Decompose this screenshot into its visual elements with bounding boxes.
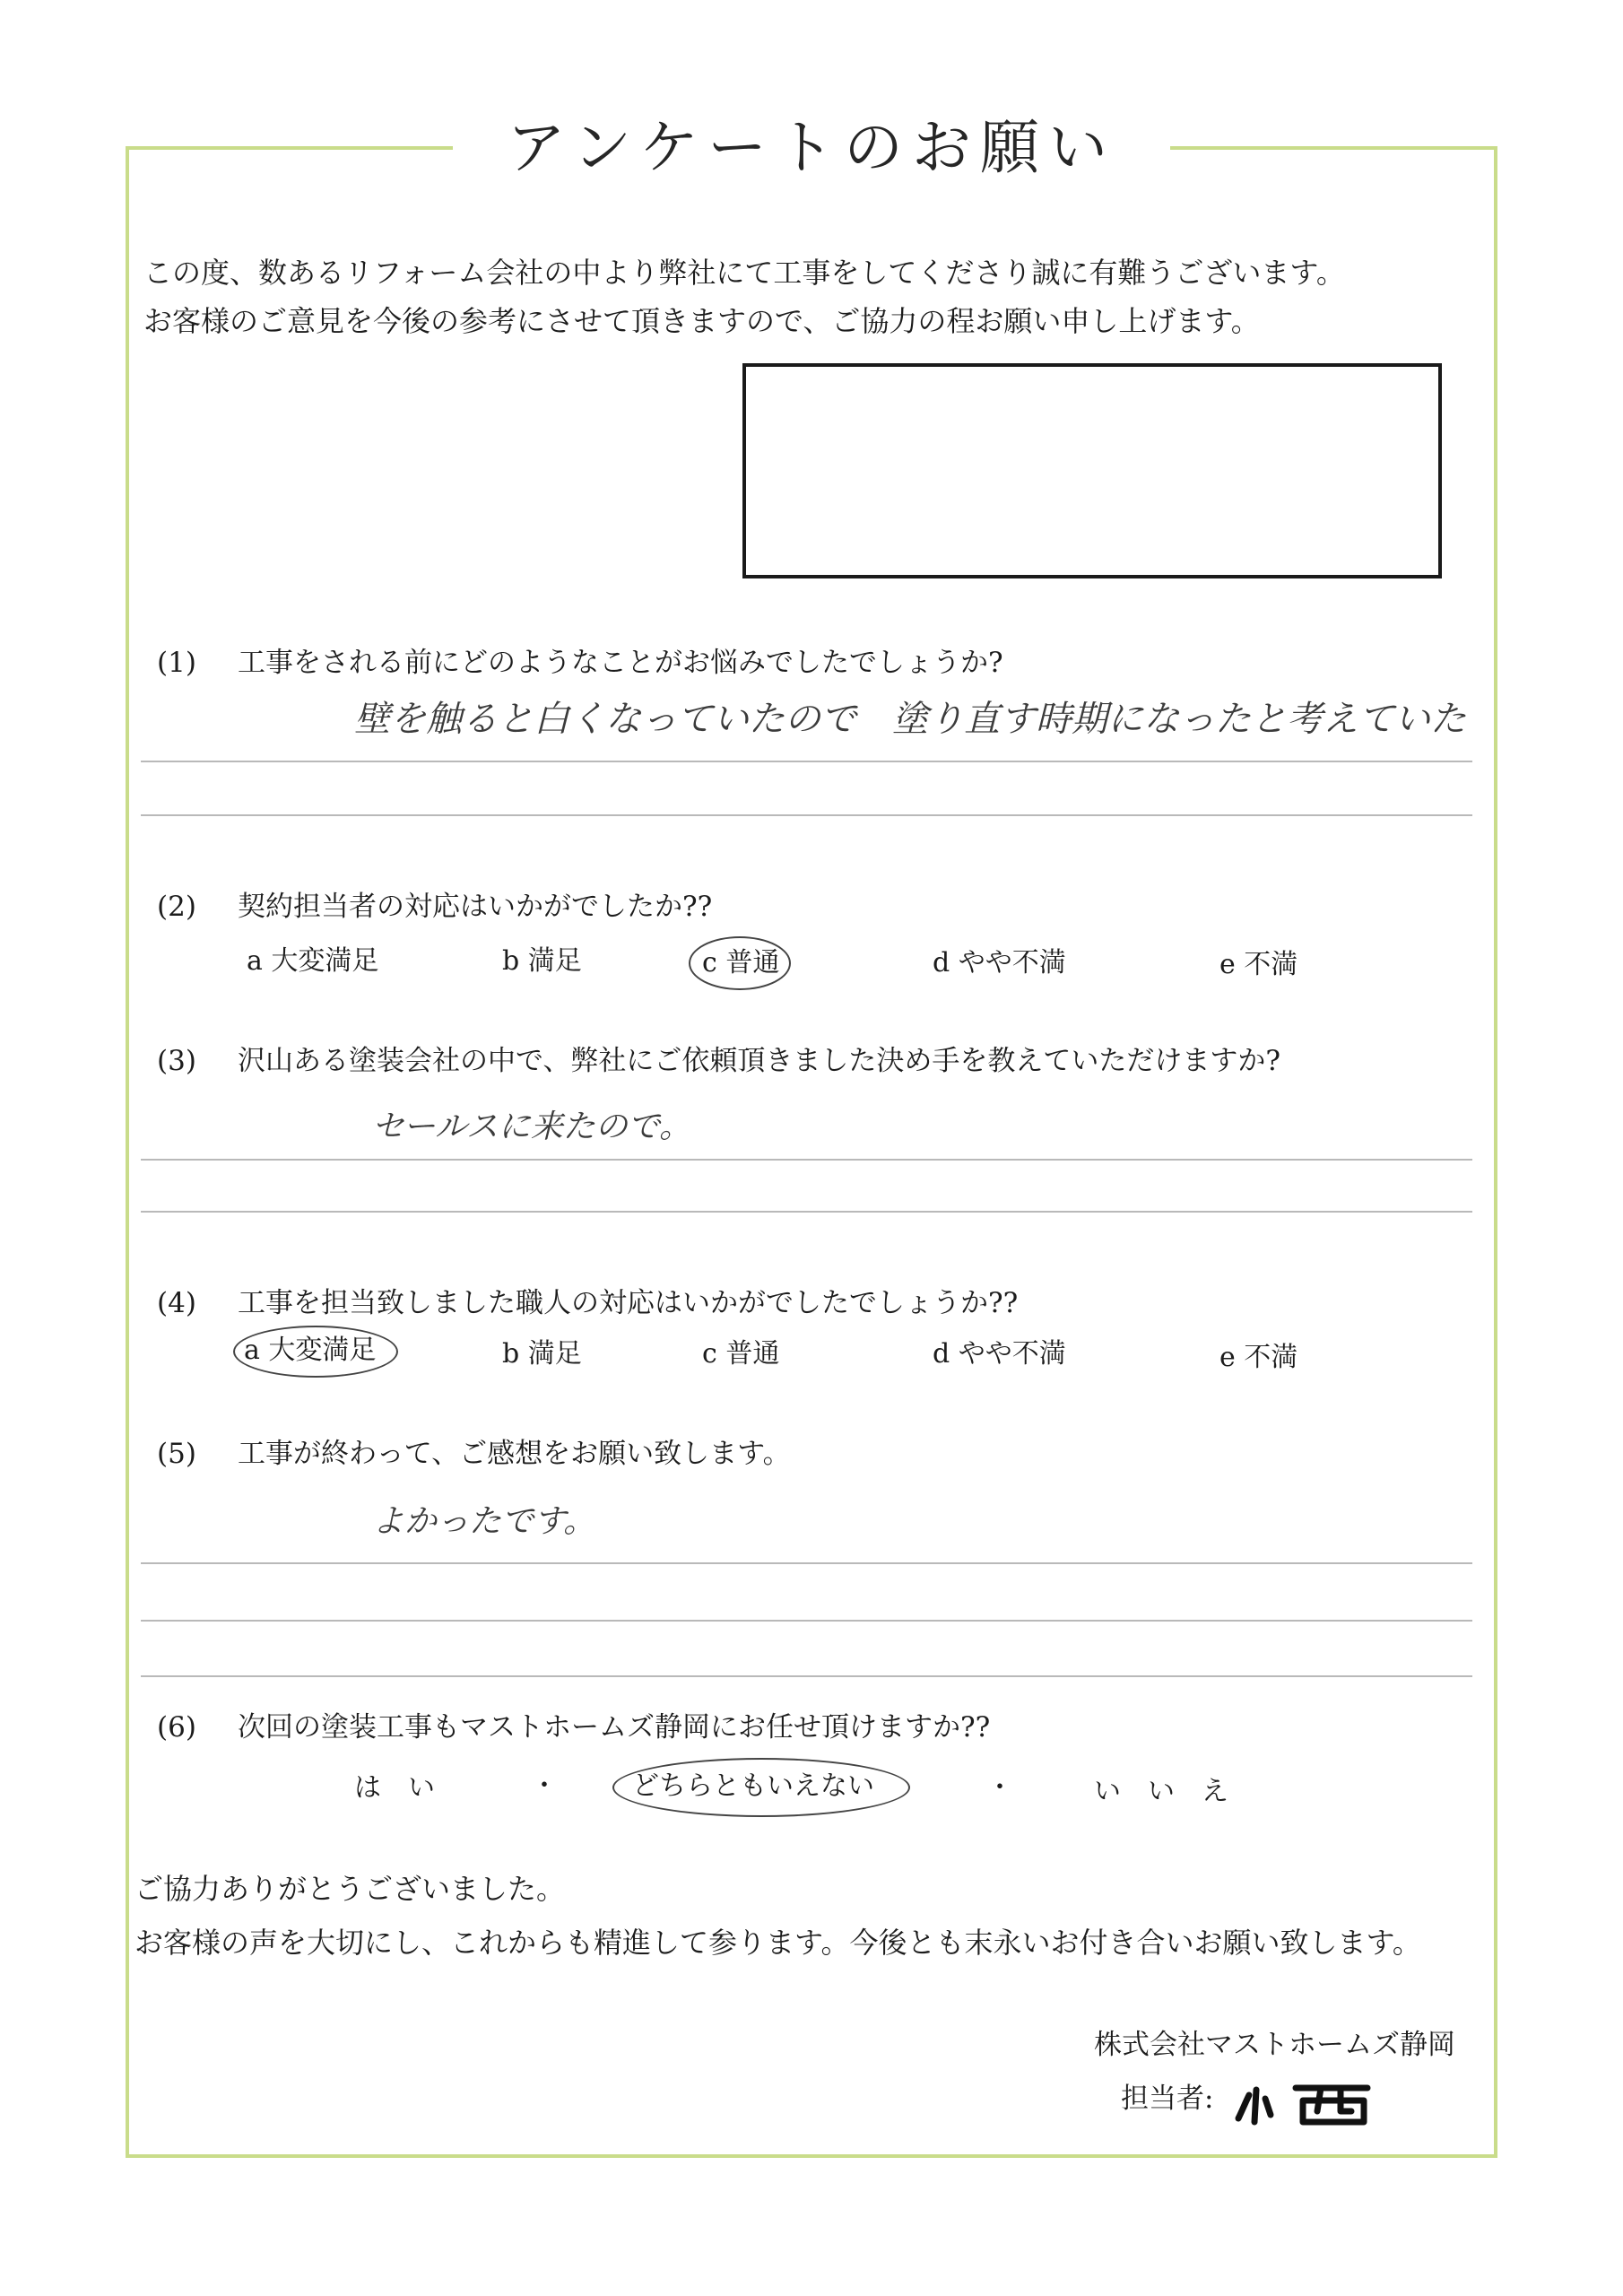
page-title: アンケートのお願い (506, 113, 1117, 182)
company-name: 株式会社マストホームズ静岡 (1094, 2029, 1455, 2061)
answer-line (141, 814, 1472, 816)
option-d: d やや不満 (933, 1338, 1066, 1370)
answer-line (141, 1620, 1472, 1622)
question-1 (157, 644, 1003, 682)
selection-circle (233, 1326, 398, 1378)
handwritten-answer-5: よかったです。 (372, 1503, 596, 1540)
staff-signature (1233, 2075, 1376, 2129)
question-text: 工事が終わって、ご感想をお願い致します。 (238, 1438, 791, 1470)
option-d: d やや不満 (933, 947, 1066, 978)
staff-label: 担当者: (1121, 2083, 1214, 2115)
customer-name-box (742, 363, 1442, 578)
answer-line (141, 1675, 1472, 1677)
option-b: b 満足 (502, 945, 582, 977)
question-2 (157, 888, 712, 926)
question-text: 沢山ある塗装会社の中で、弊社にご依頼頂きました決め手を教えていただけますか? (238, 1045, 1280, 1077)
option-b: b 満足 (502, 1338, 582, 1370)
answer-line (141, 1159, 1472, 1161)
question-4 (157, 1284, 1018, 1322)
question-number: (6) (157, 1711, 196, 1744)
option-e: e 不満 (1219, 949, 1298, 980)
selection-circle (689, 936, 791, 990)
question-number: (2) (157, 891, 196, 923)
handwritten-answer-1: 壁を触ると白くなっていたので 塗り直す時期になったと考えていた (354, 699, 1466, 740)
intro-line-2: お客様のご意見を今後の参考にさせて頂きますので、ご協力の程お願い申し上げます。 (143, 304, 1260, 338)
option-c-selected: c 普通 (702, 947, 780, 978)
question-number: (1) (157, 647, 196, 679)
question-text: 工事をされる前にどのようなことがお悩みでしたでしょうか? (238, 647, 1003, 679)
selection-circle (612, 1758, 910, 1817)
separator-dot: ・ (986, 1772, 1013, 1804)
answer-line (141, 1562, 1472, 1564)
option-c: c 普通 (702, 1338, 780, 1370)
question-3 (157, 1042, 1280, 1080)
question-5 (157, 1435, 791, 1473)
closing-line-2: お客様の声を大切にし、これからも精進して参ります。今後とも末永いお付き合いお願い致します。 (135, 1926, 1421, 1960)
intro-line-1: この度、数あるリフォーム会社の中より弊社にて工事をしてくださり誠に有難うございます。 (143, 256, 1345, 290)
question-number: (4) (157, 1287, 196, 1319)
option-a: a 大変満足 (247, 945, 379, 977)
option-no: い い え (1094, 1776, 1228, 1807)
option-yes: は い (354, 1772, 435, 1804)
question-text: 契約担当者の対応はいかがでしたか?? (238, 891, 713, 923)
option-e: e 不満 (1219, 1342, 1298, 1373)
question-number: (3) (157, 1045, 196, 1077)
separator-dot: ・ (531, 1770, 558, 1802)
question-text: 工事を担当致しました職人の対応はいかがでしたでしょうか?? (238, 1287, 1019, 1319)
option-neutral-selected: どちらともいえない (632, 1770, 874, 1802)
question-number: (5) (157, 1438, 196, 1470)
answer-line (141, 1211, 1472, 1213)
handwritten-answer-3: セールスに来たので。 (372, 1109, 692, 1145)
question-text: 次回の塗装工事もマストホームズ静岡にお任せ頂けますか?? (238, 1711, 991, 1744)
closing-line-1: ご協力ありがとうございました。 (135, 1872, 566, 1906)
question-6 (157, 1709, 990, 1746)
answer-line (141, 761, 1472, 762)
option-a-selected: a 大変満足 (244, 1335, 377, 1366)
